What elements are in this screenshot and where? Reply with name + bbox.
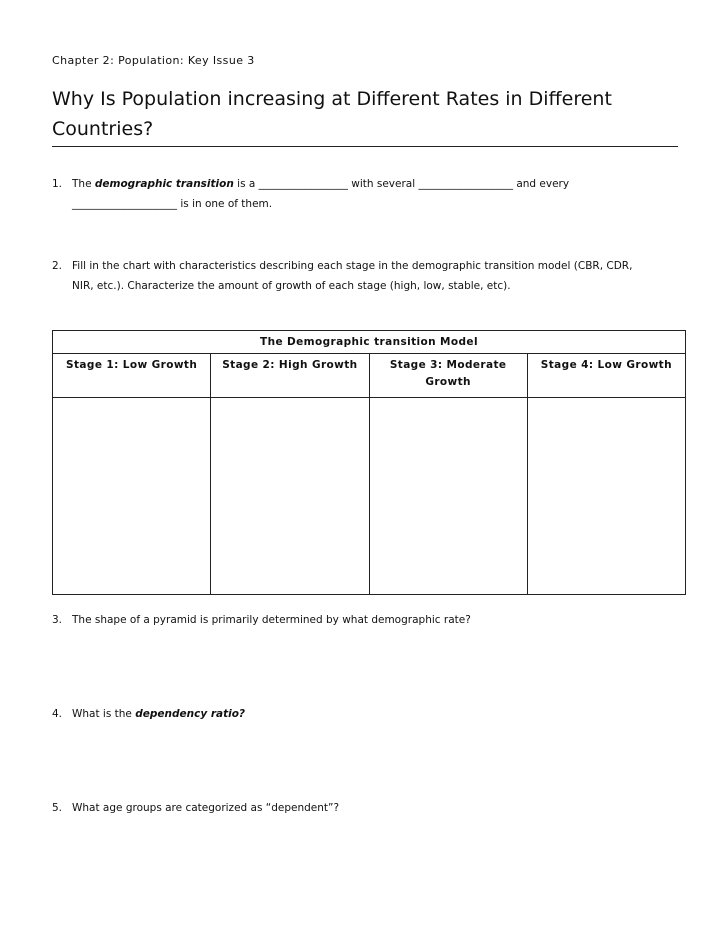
question-number: 1. (52, 178, 63, 190)
title-divider (52, 146, 678, 147)
chapter-label: Chapter 2: Population: Key Issue 3 (52, 54, 255, 67)
question-text: is a _________________ with several __________________ and every (233, 178, 570, 190)
question-number: 4. (52, 708, 63, 720)
question-text: What is the (72, 708, 136, 720)
term-dependency-ratio: dependency ratio? (135, 708, 246, 720)
stage-2-header: Stage 2: High Growth (211, 354, 369, 398)
question-3-text: The shape of a pyramid is primarily determined by what demographic rate? (72, 614, 471, 626)
question-2-line-2: NIR, etc.). Characterize the amount of growth of each stage (high, low, stable, etc). (72, 280, 511, 292)
question-5 (52, 798, 682, 818)
stage-2-answer-cell[interactable] (211, 398, 369, 595)
stage-4-answer-cell[interactable] (527, 398, 685, 595)
question-number: 2. (52, 260, 63, 272)
stage-1-answer-cell[interactable] (53, 398, 211, 595)
question-2 (52, 256, 682, 296)
term-demographic-transition: demographic transition (94, 178, 234, 190)
question-number: 3. (52, 614, 63, 626)
question-number: 5. (52, 802, 63, 814)
question-3 (52, 610, 682, 630)
question-5-text: What age groups are categorized as “dependent”? (72, 802, 340, 814)
question-2-line-1: Fill in the chart with characteristics describing each stage in the demographic transition model (CBR, CDR, (72, 260, 633, 272)
question-4 (52, 704, 682, 724)
stage-3-header: Stage 3: Moderate Growth (369, 354, 527, 398)
page-title: Why Is Population increasing at Different Rates in Different Countries? (52, 88, 612, 140)
question-1-line-1 (72, 174, 682, 194)
stage-4-header: Stage 4: Low Growth (527, 354, 685, 398)
table-caption: The Demographic transition Model (53, 331, 686, 354)
stage-1-header: Stage 1: Low Growth (53, 354, 211, 398)
question-1-line-2: ____________________ is in one of them. (72, 198, 273, 210)
stage-3-answer-cell[interactable] (369, 398, 527, 595)
demographic-transition-table (52, 330, 686, 595)
question-1 (52, 174, 682, 214)
question-text: The (72, 178, 95, 190)
